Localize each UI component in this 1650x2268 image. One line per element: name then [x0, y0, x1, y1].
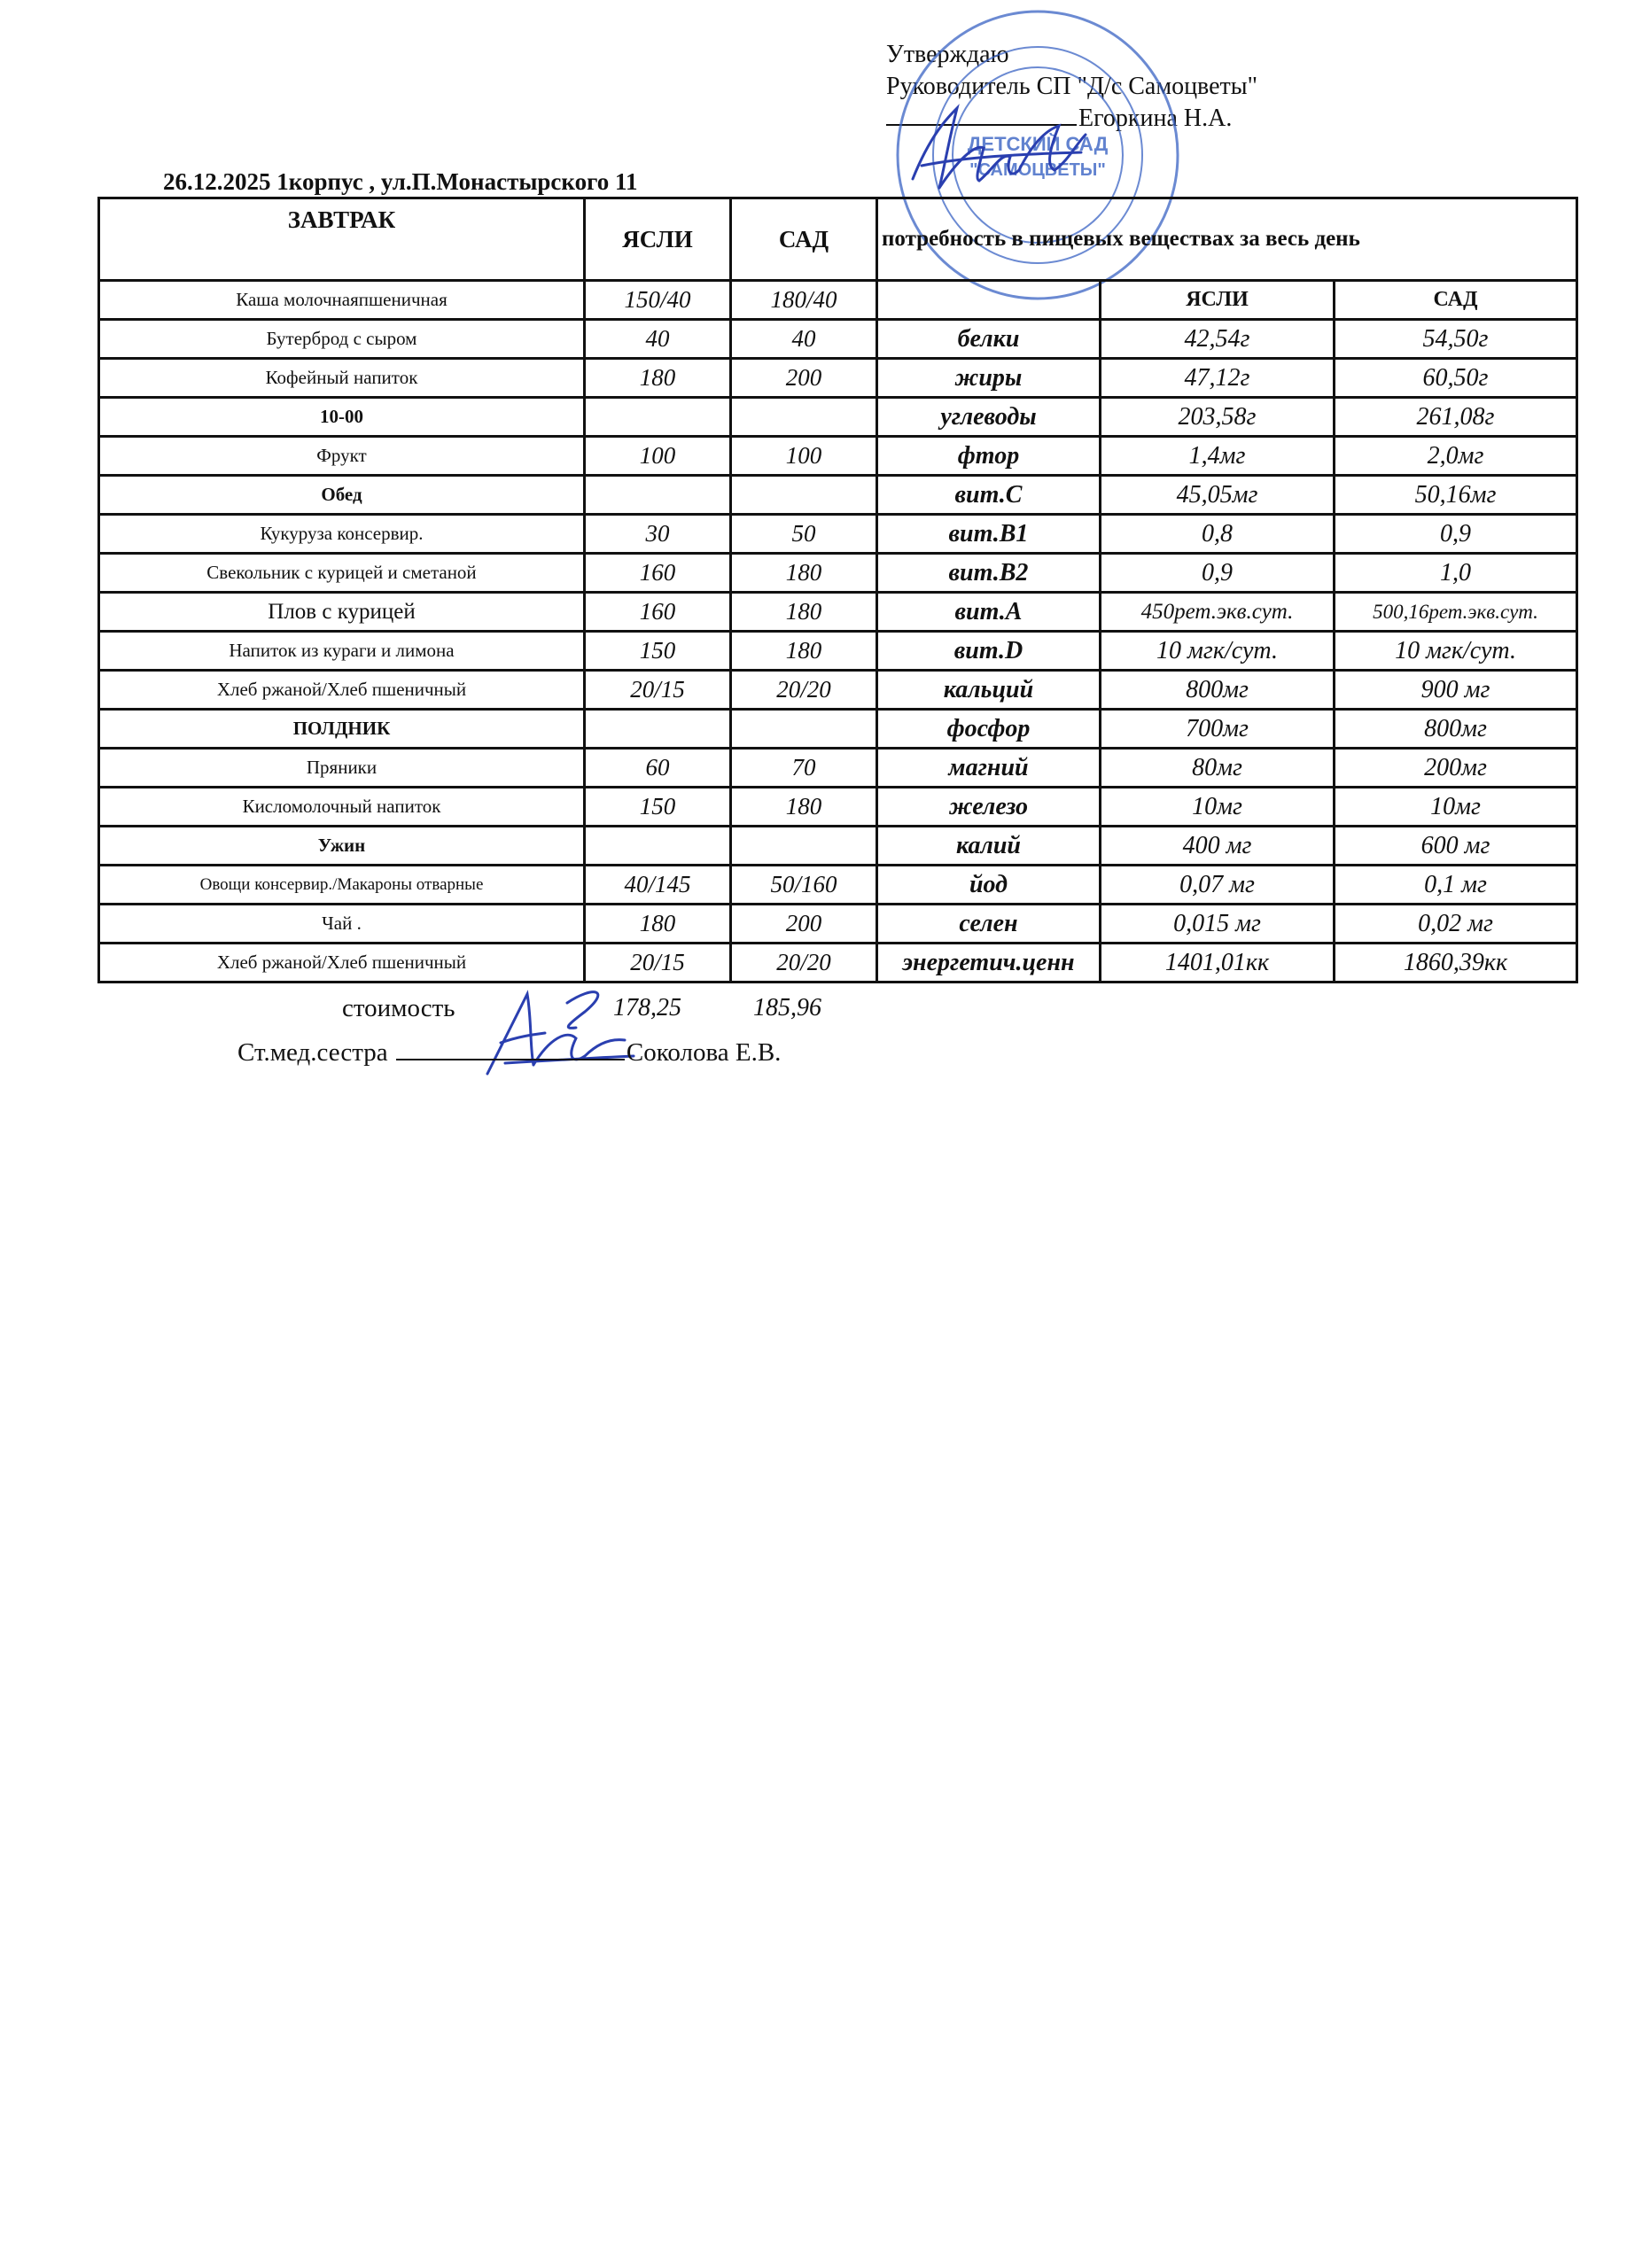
need-nursery: 400 мг — [1101, 827, 1335, 866]
nutrient-name: вит.С — [877, 476, 1101, 515]
need-nursery: 0,07 мг — [1101, 866, 1335, 905]
table-row — [99, 281, 1577, 320]
need-kindergarten: 261,08г — [1335, 398, 1577, 437]
portion-nursery: 100 — [585, 437, 731, 476]
need-kindergarten: 600 мг — [1335, 827, 1577, 866]
portion-nursery: 160 — [585, 593, 731, 632]
dish-name: Хлеб ржаной/Хлеб пшеничный — [99, 671, 585, 710]
nutrient-name: калий — [877, 827, 1101, 866]
approval-title: Утверждаю — [886, 41, 1009, 68]
dish-name: Плов с курицей — [99, 593, 585, 632]
menu-table — [97, 197, 1578, 983]
portion-nursery — [585, 476, 731, 515]
need-nursery: 0,9 — [1101, 554, 1335, 593]
dish-name: Кофейный напиток — [99, 359, 585, 398]
need-kindergarten: 1860,39кк — [1335, 944, 1577, 983]
table-row — [99, 749, 1577, 788]
need-nursery: 42,54г — [1101, 320, 1335, 359]
table-row — [99, 788, 1577, 827]
nurse-signature-block — [237, 1038, 781, 1068]
dish-name: Ужин — [99, 827, 585, 866]
header-meal: ЗАВТРАК — [99, 198, 585, 281]
portion-nursery: 20/15 — [585, 671, 731, 710]
need-nursery: 47,12г — [1101, 359, 1335, 398]
nutrient-name: железо — [877, 788, 1101, 827]
dish-name: Овощи консервир./Макароны отварные — [99, 866, 585, 905]
portion-kindergarten: 180/40 — [731, 281, 877, 320]
need-kindergarten: 10мг — [1335, 788, 1577, 827]
cost-label: стоимость — [342, 994, 455, 1022]
portion-kindergarten: 20/20 — [731, 671, 877, 710]
stamp-text: ДЕТСКИЙ САД — [967, 133, 1109, 155]
table-row — [99, 476, 1577, 515]
cost-kindergarten: 185,96 — [753, 994, 821, 1021]
portion-kindergarten — [731, 476, 877, 515]
nutrient-name: жиры — [877, 359, 1101, 398]
portion-nursery: 40/145 — [585, 866, 731, 905]
needs-subheader-kindergarten: САД — [1335, 281, 1577, 320]
portion-nursery: 40 — [585, 320, 731, 359]
portion-nursery: 180 — [585, 359, 731, 398]
portion-kindergarten: 180 — [731, 632, 877, 671]
nutrient-name: белки — [877, 320, 1101, 359]
table-row — [99, 437, 1577, 476]
nutrient-name: вит.А — [877, 593, 1101, 632]
portion-nursery — [585, 710, 731, 749]
nutrient-name: углеводы — [877, 398, 1101, 437]
portion-kindergarten — [731, 827, 877, 866]
table-row — [99, 593, 1577, 632]
table-row — [99, 320, 1577, 359]
need-kindergarten: 60,50г — [1335, 359, 1577, 398]
need-nursery: 700мг — [1101, 710, 1335, 749]
cost-nursery: 178,25 — [613, 994, 681, 1021]
need-kindergarten: 0,1 мг — [1335, 866, 1577, 905]
nutrient-name: фтор — [877, 437, 1101, 476]
table-row — [99, 515, 1577, 554]
needs-subheader-nursery: ЯСЛИ — [1101, 281, 1335, 320]
need-nursery: 1,4мг — [1101, 437, 1335, 476]
need-kindergarten: 500,16рет.экв.сут. — [1335, 593, 1577, 632]
need-kindergarten: 1,0 — [1335, 554, 1577, 593]
need-nursery: 1401,01кк — [1101, 944, 1335, 983]
dish-name: Кукуруза консервир. — [99, 515, 585, 554]
header-nutrient-needs: потребность в пищевых веществах за весь день — [877, 198, 1577, 281]
header-kindergarten: САД — [731, 198, 877, 281]
header-nursery: ЯСЛИ — [585, 198, 731, 281]
table-row — [99, 944, 1577, 983]
dish-name: Каша молочнаяпшеничная — [99, 281, 585, 320]
document-title: 26.12.2025 1корпус , ул.П.Монастырского 11 — [163, 168, 638, 195]
portion-nursery: 20/15 — [585, 944, 731, 983]
portion-nursery: 180 — [585, 905, 731, 944]
director-signature-icon — [895, 82, 1103, 214]
nutrient-name: йод — [877, 866, 1101, 905]
table-row — [99, 671, 1577, 710]
portion-nursery — [585, 827, 731, 866]
table-header-row — [99, 198, 1577, 281]
portion-kindergarten: 70 — [731, 749, 877, 788]
need-kindergarten: 50,16мг — [1335, 476, 1577, 515]
table-row — [99, 398, 1577, 437]
need-nursery: 0,015 мг — [1101, 905, 1335, 944]
dish-name: Хлеб ржаной/Хлеб пшеничный — [99, 944, 585, 983]
nutrient-name: энергетич.ценн — [877, 944, 1101, 983]
need-kindergarten: 0,02 мг — [1335, 905, 1577, 944]
table-row — [99, 905, 1577, 944]
portion-kindergarten: 180 — [731, 554, 877, 593]
stamp-text-2: "САМОЦВЕТЫ" — [969, 160, 1106, 180]
nutrient-name: кальций — [877, 671, 1101, 710]
need-nursery: 45,05мг — [1101, 476, 1335, 515]
nutrient-name: селен — [877, 905, 1101, 944]
dish-name: Напиток из кураги и лимона — [99, 632, 585, 671]
nurse-underline — [396, 1059, 625, 1060]
need-nursery: 80мг — [1101, 749, 1335, 788]
table-row — [99, 866, 1577, 905]
need-kindergarten: 200мг — [1335, 749, 1577, 788]
nutrient-name: фосфор — [877, 710, 1101, 749]
dish-name: Фрукт — [99, 437, 585, 476]
dish-name: Свекольник с курицей и сметаной — [99, 554, 585, 593]
portion-nursery: 160 — [585, 554, 731, 593]
portion-nursery: 150/40 — [585, 281, 731, 320]
portion-nursery: 30 — [585, 515, 731, 554]
dish-name: Бутерброд с сыром — [99, 320, 585, 359]
need-kindergarten: 2,0мг — [1335, 437, 1577, 476]
portion-kindergarten: 50/160 — [731, 866, 877, 905]
needs-empty — [877, 281, 1101, 320]
approval-position: Руководитель СП "Д/с Самоцветы" — [886, 73, 1258, 100]
need-kindergarten: 54,50г — [1335, 320, 1577, 359]
menu-table-body — [99, 198, 1577, 983]
portion-kindergarten — [731, 398, 877, 437]
nutrient-name: вит.В1 — [877, 515, 1101, 554]
nurse-label: Ст.мед.сестра — [237, 1038, 388, 1067]
table-row — [99, 632, 1577, 671]
portion-kindergarten: 40 — [731, 320, 877, 359]
table-row — [99, 710, 1577, 749]
nutrient-name: магний — [877, 749, 1101, 788]
need-kindergarten: 800мг — [1335, 710, 1577, 749]
dish-name: Чай . — [99, 905, 585, 944]
portion-nursery: 150 — [585, 788, 731, 827]
portion-kindergarten: 180 — [731, 593, 877, 632]
portion-kindergarten: 20/20 — [731, 944, 877, 983]
need-nursery: 203,58г — [1101, 398, 1335, 437]
portion-nursery — [585, 398, 731, 437]
portion-kindergarten: 200 — [731, 359, 877, 398]
nurse-name: Соколова Е.В. — [626, 1038, 782, 1067]
dish-name: Пряники — [99, 749, 585, 788]
table-row — [99, 359, 1577, 398]
portion-nursery: 60 — [585, 749, 731, 788]
need-nursery: 10 мгк/сут. — [1101, 632, 1335, 671]
portion-nursery: 150 — [585, 632, 731, 671]
need-kindergarten: 0,9 — [1335, 515, 1577, 554]
need-nursery: 800мг — [1101, 671, 1335, 710]
need-nursery: 450рет.экв.сут. — [1101, 593, 1335, 632]
portion-kindergarten: 200 — [731, 905, 877, 944]
dish-name: Обед — [99, 476, 585, 515]
need-kindergarten: 10 мгк/сут. — [1335, 632, 1577, 671]
need-nursery: 0,8 — [1101, 515, 1335, 554]
approval-name: Егоркина Н.А. — [1078, 105, 1233, 132]
portion-kindergarten: 180 — [731, 788, 877, 827]
dish-name: Кисломолочный напиток — [99, 788, 585, 827]
dish-name: ПОЛДНИК — [99, 710, 585, 749]
need-nursery: 10мг — [1101, 788, 1335, 827]
dish-name: 10-00 — [99, 398, 585, 437]
nutrient-name: вит.D — [877, 632, 1101, 671]
portion-kindergarten: 100 — [731, 437, 877, 476]
portion-kindergarten — [731, 710, 877, 749]
table-row — [99, 554, 1577, 593]
need-kindergarten: 900 мг — [1335, 671, 1577, 710]
table-row — [99, 827, 1577, 866]
nutrient-name: вит.В2 — [877, 554, 1101, 593]
portion-kindergarten: 50 — [731, 515, 877, 554]
